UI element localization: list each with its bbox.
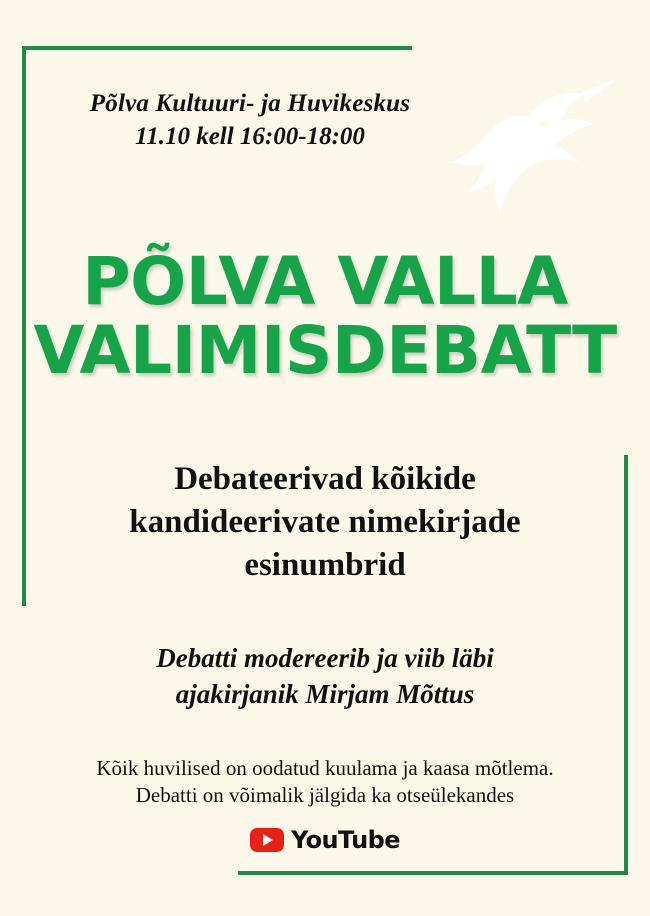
event-datetime: 11.10 kell 16:00-18:00	[135, 123, 365, 151]
youtube-play-icon	[250, 828, 284, 852]
subtitle	[40, 458, 610, 587]
frame-line-right	[624, 455, 628, 875]
page-title-line2: VALIMISDEBATT	[33, 311, 617, 389]
audience-note	[25, 755, 625, 810]
event-venue: Põlva Kultuuri- ja Huvikeskus	[89, 90, 411, 117]
page-title	[0, 243, 650, 389]
frame-line-top	[22, 46, 412, 50]
frame-line-bottom	[238, 871, 628, 875]
subtitle-line1: Debateerivad kõikide	[174, 461, 476, 497]
event-header	[40, 88, 460, 153]
hummingbird-icon	[432, 62, 622, 222]
audience-note-line2: Debatti on võimalik jälgida ka otseülekandes	[135, 783, 515, 808]
moderator-info	[40, 640, 610, 713]
subtitle-line3: esinumbrid	[244, 546, 406, 583]
moderator-line2: ajakirjanik Mirjam Mõttus	[175, 679, 475, 710]
page-title-line1: PÕLVA VALLA	[82, 243, 568, 320]
subtitle-line2: kandideerivate nimekirjade	[129, 503, 521, 540]
audience-note-line1: Kõik huvilised on oodatud kuulama ja kaasa mõtlema.	[96, 756, 554, 780]
youtube-label: YouTube	[291, 826, 400, 854]
moderator-line1: Debatti modereerib ja viib läbi	[156, 643, 494, 673]
youtube-badge	[0, 826, 650, 854]
